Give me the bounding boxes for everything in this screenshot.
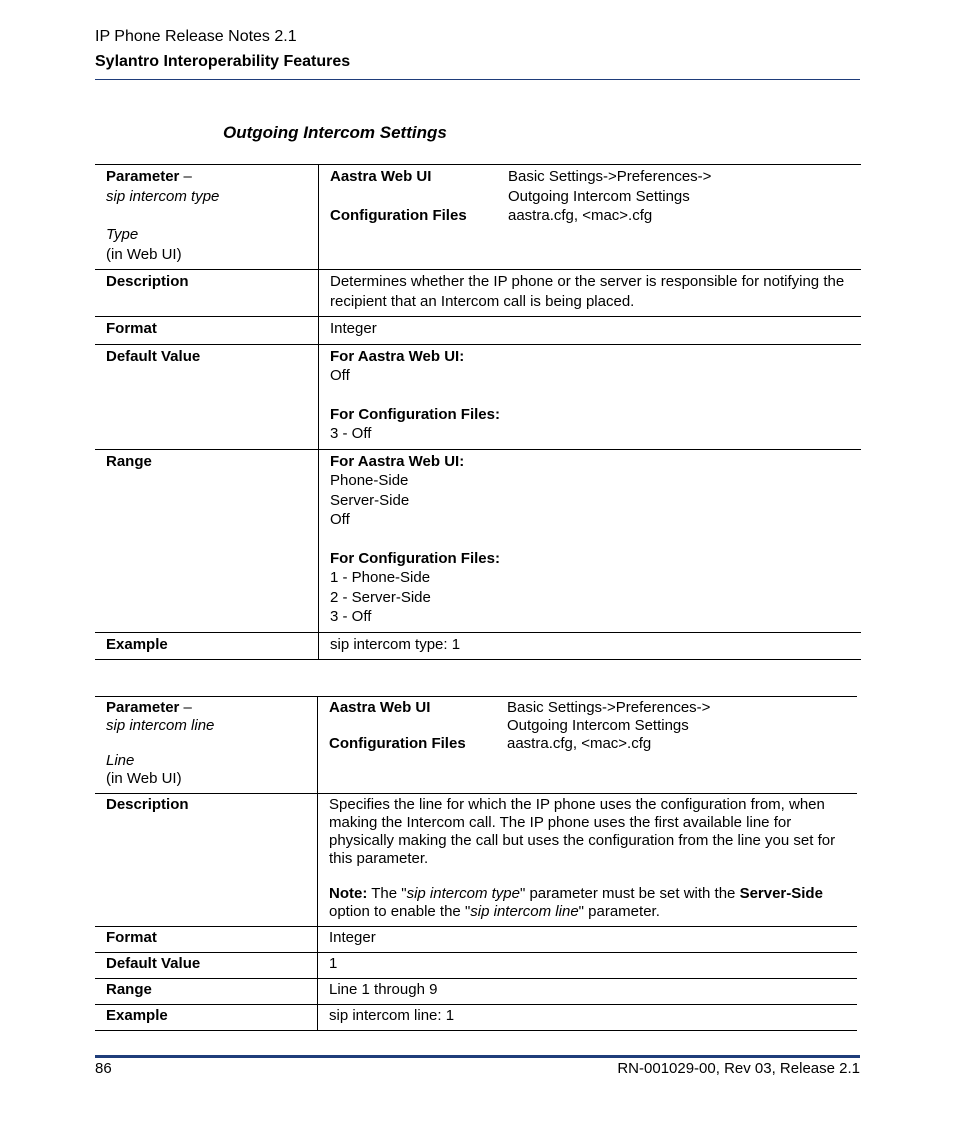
- note-param: sip intercom type: [406, 885, 520, 902]
- parameter-name: sip intercom type: [106, 187, 220, 205]
- parameter-table-sip-intercom-type: [95, 164, 861, 660]
- range-value: Line 1 through 9: [318, 979, 858, 1005]
- description-text: Determines whether the IP phone or the server is responsible for notifying the recipient that an Intercom call is being placed.: [319, 270, 862, 317]
- format-label: Format: [95, 317, 319, 345]
- table-row-default: [95, 953, 857, 979]
- location-cell: [319, 165, 862, 270]
- example-label: Example: [95, 632, 319, 660]
- aastra-web-ui-label: Aastra Web UI: [329, 699, 431, 716]
- note-text: The ": [367, 885, 407, 902]
- format-label: Format: [95, 927, 318, 953]
- note-label: Note:: [329, 885, 368, 902]
- default-webui-heading: For Aastra Web UI:: [330, 347, 465, 365]
- aastra-path-2: Outgoing Intercom Settings: [507, 717, 689, 734]
- table-row-default: [95, 344, 861, 449]
- section-heading: Outgoing Intercom Settings: [223, 123, 447, 142]
- format-value: Integer: [318, 927, 858, 953]
- document-title: IP Phone Release Notes 2.1: [95, 28, 297, 45]
- format-value: Integer: [319, 317, 862, 345]
- config-files-label: Configuration Files: [330, 207, 467, 224]
- parameter-dash: –: [179, 168, 192, 185]
- table-row-parameter: [95, 165, 861, 270]
- parameter-label: Parameter: [106, 168, 180, 185]
- default-config-heading: For Configuration Files:: [330, 405, 500, 423]
- description-cell: [318, 794, 858, 927]
- config-files-label: Configuration Files: [329, 735, 466, 752]
- table-row-example: [95, 632, 861, 660]
- parameter-cell: [95, 697, 318, 794]
- range-config-heading: For Configuration Files:: [330, 549, 500, 567]
- description-text: Specifies the line for which the IP phone uses the configuration from, when making the Intercom call. The IP phone uses the first available line for physically making the call but uses the configuration from the line you set for this parameter.: [329, 796, 836, 867]
- table-row-format: [95, 317, 861, 345]
- table-row-range: [95, 979, 857, 1005]
- aastra-path-2: Outgoing Intercom Settings: [508, 187, 690, 205]
- table-row-example: [95, 1005, 857, 1031]
- table-row-parameter: [95, 697, 857, 794]
- config-files-value: aastra.cfg, <mac>.cfg: [508, 207, 653, 224]
- range-config-value: 2 - Server-Side: [330, 588, 431, 606]
- page-number: 86: [95, 1060, 112, 1077]
- aastra-web-ui-label: Aastra Web UI: [330, 168, 432, 185]
- range-config-value: 3 - Off: [330, 608, 372, 625]
- page-header: [95, 28, 860, 71]
- range-webui-value: Off: [330, 511, 350, 528]
- default-label: Default Value: [95, 953, 318, 979]
- webui-name: Line: [106, 752, 135, 769]
- note-text: " parameter must be set with the: [519, 885, 740, 902]
- range-webui-value: Server-Side: [330, 491, 410, 509]
- header-divider: [95, 79, 860, 80]
- default-value: 1: [318, 953, 858, 979]
- webui-note: (in Web UI): [106, 770, 182, 787]
- chapter-title: Sylantro Interoperability Features: [95, 53, 351, 70]
- range-webui-value: Phone-Side: [330, 472, 409, 489]
- example-label: Example: [95, 1005, 318, 1031]
- note-emphasis: Server-Side: [739, 885, 823, 902]
- webui-note: (in Web UI): [106, 245, 182, 263]
- default-config-value: 3 - Off: [330, 425, 372, 442]
- config-files-value: aastra.cfg, <mac>.cfg: [507, 735, 652, 752]
- document-id: RN-001029-00, Rev 03, Release 2.1: [617, 1060, 860, 1077]
- example-value: sip intercom type: 1: [319, 632, 862, 660]
- footer-divider: [95, 1055, 860, 1058]
- default-cell: [319, 344, 862, 449]
- example-value: sip intercom line: 1: [318, 1005, 858, 1031]
- parameter-cell: [95, 165, 319, 270]
- aastra-path-1: Basic Settings->Preferences->: [508, 168, 712, 185]
- default-webui-value: Off: [330, 367, 350, 384]
- default-label: Default Value: [95, 344, 319, 449]
- parameter-table-sip-intercom-line: [95, 696, 857, 1031]
- description-label: Description: [95, 270, 319, 317]
- range-webui-heading: For Aastra Web UI:: [330, 452, 465, 470]
- range-cell: [319, 449, 862, 632]
- table-row-description: [95, 794, 857, 927]
- range-label: Range: [95, 979, 318, 1005]
- location-cell: [318, 697, 858, 794]
- aastra-path-1: Basic Settings->Preferences->: [507, 699, 711, 716]
- range-label: Range: [95, 449, 319, 632]
- description-label: Description: [95, 794, 318, 927]
- note-param: sip intercom line: [470, 903, 579, 920]
- parameter-label: Parameter: [106, 699, 180, 716]
- parameter-dash: –: [179, 699, 192, 716]
- parameter-name: sip intercom line: [106, 717, 215, 734]
- range-config-value: 1 - Phone-Side: [330, 569, 431, 586]
- table-row-range: [95, 449, 861, 632]
- table-row-format: [95, 927, 857, 953]
- note-text: option to enable the ": [329, 903, 471, 920]
- note-text: " parameter.: [578, 903, 660, 920]
- table-row-description: [95, 270, 861, 317]
- webui-name: Type: [106, 226, 139, 243]
